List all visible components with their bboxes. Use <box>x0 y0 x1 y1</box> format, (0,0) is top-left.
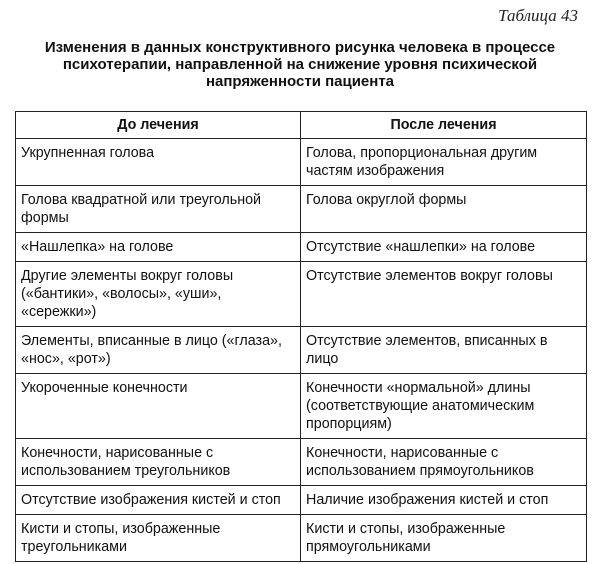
table-row <box>16 515 587 562</box>
cell-after: Конечности «нормальной» длины (соответствующие анатомическим пропорциям) <box>301 374 587 439</box>
cell-after: Отсутствие элементов, вписанных в лицо <box>301 327 587 374</box>
table-caption <box>20 39 580 90</box>
cell-after: Конечности, нарисованные с использованием прямоугольников <box>301 439 587 486</box>
cell-after: Наличие изображения кистей и стоп <box>301 486 587 515</box>
cell-before: Укрупненная голова <box>16 139 301 186</box>
cell-after: Отсутствие «нашлепки» на голове <box>301 233 587 262</box>
header-before: До лечения <box>16 112 301 139</box>
cell-before: Элементы, вписанные в лицо («глаза», «нос», «рот») <box>16 327 301 374</box>
comparison-table <box>15 111 587 562</box>
cell-before: Отсутствие изображения кистей и стоп <box>16 486 301 515</box>
table-row <box>16 139 587 186</box>
caption-line: психотерапии, направленной на снижение уровня психической <box>62 56 538 73</box>
table-row <box>16 327 587 374</box>
cell-before: «Нашлепка» на голове <box>16 233 301 262</box>
cell-after: Голова округлой формы <box>301 186 587 233</box>
table-header-row <box>16 112 587 139</box>
header-after: После лечения <box>301 112 587 139</box>
caption-line: Изменения в данных конструктивного рисунка человека в процессе <box>44 39 556 56</box>
table-row <box>16 439 587 486</box>
cell-before: Конечности, нарисованные с использованием треугольников <box>16 439 301 486</box>
cell-before: Укороченные конечности <box>16 374 301 439</box>
table-row <box>16 374 587 439</box>
cell-after: Отсутствие элементов вокруг головы <box>301 262 587 327</box>
cell-before: Кисти и стопы, изображенные треугольниками <box>16 515 301 562</box>
cell-before: Другие элементы вокруг головы («бантики», «волосы», «уши», «сережки») <box>16 262 301 327</box>
cell-after: Кисти и стопы, изображенные прямоугольниками <box>301 515 587 562</box>
cell-after: Голова, пропорциональная другим частям изображения <box>301 139 587 186</box>
table-row <box>16 233 587 262</box>
table-number: Таблица 43 <box>498 6 578 25</box>
table-row <box>16 262 587 327</box>
caption-line: напряженности пациента <box>205 73 395 90</box>
table-row <box>16 186 587 233</box>
table-row <box>16 486 587 515</box>
cell-before: Голова квадратной или треугольной формы <box>16 186 301 233</box>
